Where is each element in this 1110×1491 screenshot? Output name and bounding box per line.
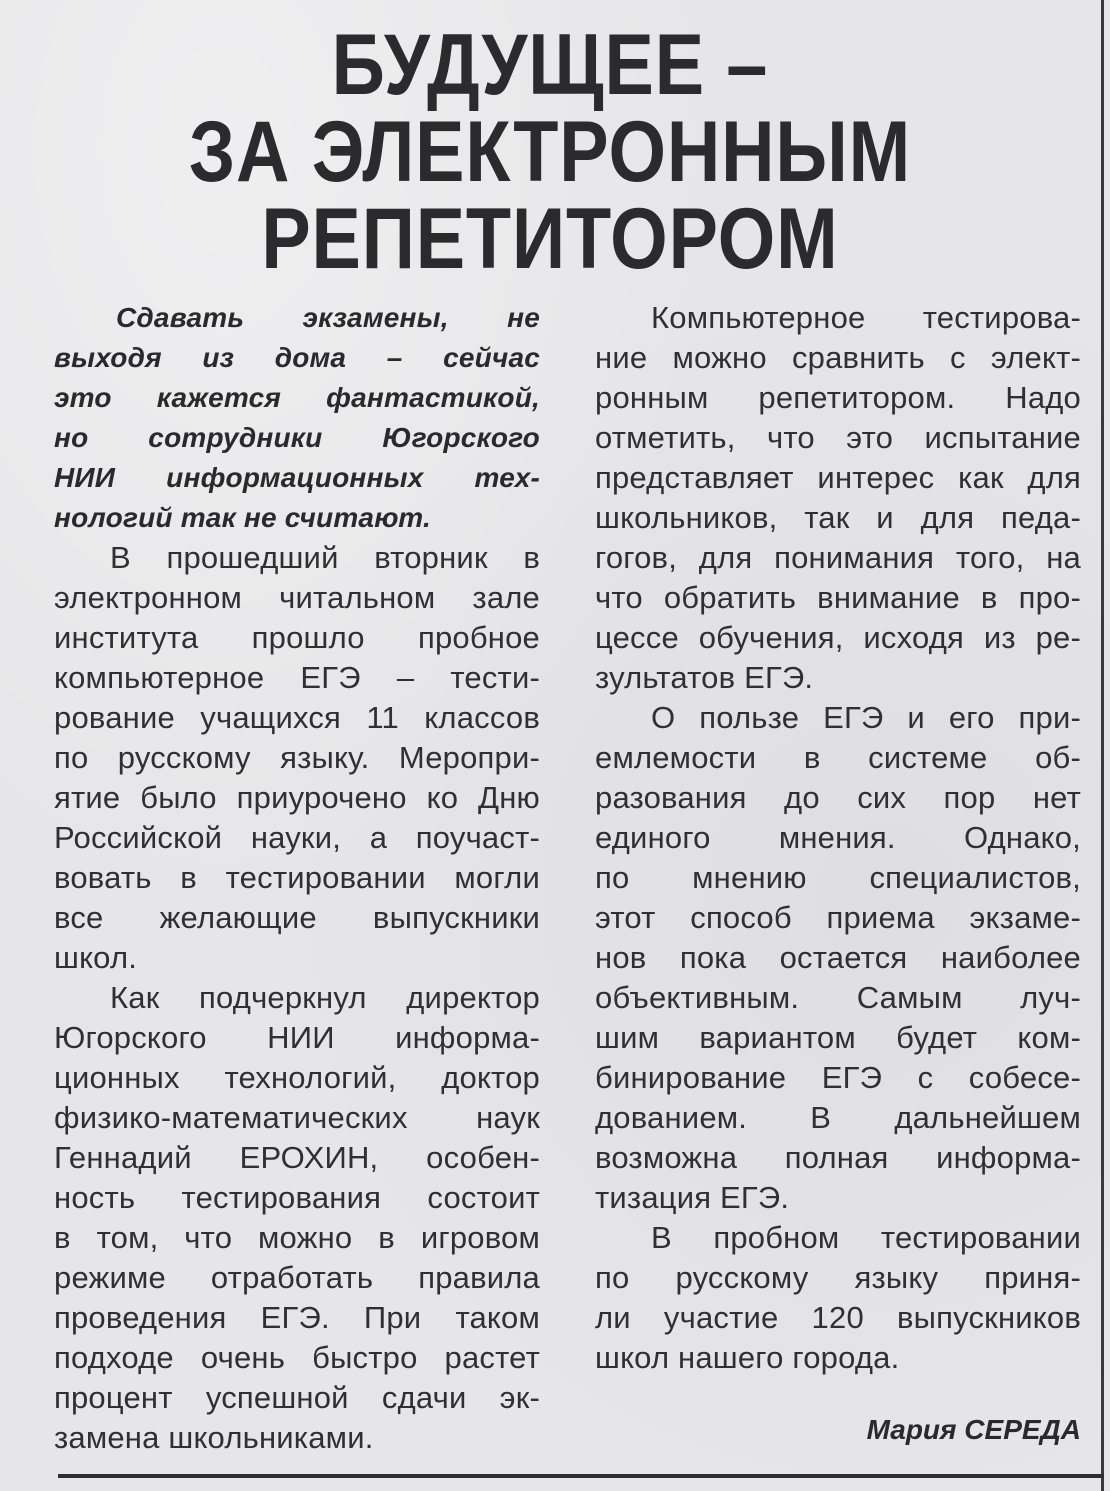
text-line: ционных технологий, доктор bbox=[54, 1060, 540, 1095]
text-line: по русскому языку приня- bbox=[595, 1260, 1081, 1295]
text-line: дованием. В дальнейшем bbox=[595, 1100, 1081, 1135]
text-line: нов пока остается наиболее bbox=[595, 940, 1081, 975]
article-lead bbox=[54, 298, 540, 538]
text-line: цессе обучения, исходя из ре- bbox=[595, 620, 1081, 655]
text-line: ность тестирования состоит bbox=[54, 1180, 540, 1215]
article-column-right bbox=[595, 298, 1081, 1378]
text-line: Российской науки, а поучаст- bbox=[54, 820, 540, 855]
lead-line: нологий так не считают. bbox=[54, 502, 431, 533]
text-line: вовать в тестировании могли bbox=[54, 860, 540, 895]
text-line: зультатов ЕГЭ. bbox=[595, 660, 814, 695]
text-line: ние можно сравнить с элект- bbox=[595, 340, 1081, 375]
text-line: процент успешной сдачи эк- bbox=[54, 1380, 540, 1415]
text-line: В прошедший вторник в bbox=[110, 540, 540, 575]
text-line: школ нашего города. bbox=[595, 1340, 900, 1375]
text-line: емлемости в системе об- bbox=[595, 740, 1081, 775]
text-line: Компьютерное тестирова- bbox=[651, 300, 1081, 335]
text-line: все желающие выпускники bbox=[54, 900, 540, 935]
text-line: бинирование ЕГЭ с собесе- bbox=[595, 1060, 1081, 1095]
text-line: института прошло пробное bbox=[54, 620, 540, 655]
text-line: рование учащихся 11 классов bbox=[54, 700, 540, 735]
lead-line: Сдавать экзамены, не bbox=[116, 302, 540, 333]
paragraph bbox=[54, 978, 540, 1458]
text-line: этот способ приема экзаме- bbox=[595, 900, 1081, 935]
article-headline bbox=[77, 17, 1023, 287]
text-line: школьников, так и для педа- bbox=[595, 500, 1081, 535]
text-line: объективным. Самым луч- bbox=[595, 980, 1081, 1015]
text-line: представляет интерес как для bbox=[595, 460, 1081, 495]
text-line: по мнению специалистов, bbox=[595, 860, 1081, 895]
text-line: Как подчеркнул директор bbox=[110, 980, 540, 1015]
headline-line: БУДУЩЕЕ – bbox=[331, 17, 769, 113]
text-line: электронном читальном зале bbox=[54, 580, 540, 615]
text-line: Геннадий ЕРОХИН, особен- bbox=[54, 1140, 540, 1175]
text-line: физико-математических наук bbox=[54, 1100, 540, 1135]
paragraph bbox=[54, 538, 540, 978]
lead-line: но сотрудники Югорского bbox=[54, 422, 540, 453]
text-line: О пользе ЕГЭ и его при- bbox=[651, 700, 1081, 735]
text-line: отметить, что это испытание bbox=[595, 420, 1081, 455]
headline-line: ЗА ЭЛЕКТРОННЫМ bbox=[188, 104, 912, 200]
lead-line: это кажется фантастикой, bbox=[54, 382, 540, 413]
article-bottom-rule bbox=[58, 1474, 1104, 1478]
text-line: В пробном тестировании bbox=[651, 1220, 1081, 1255]
text-line: единого мнения. Однако, bbox=[595, 820, 1081, 855]
lead-line: НИИ информационных тех- bbox=[54, 462, 540, 493]
text-line: ронным репетитором. Надо bbox=[595, 380, 1081, 415]
text-line: что обратить внимание в про- bbox=[595, 580, 1081, 615]
text-line: замена школьниками. bbox=[54, 1420, 374, 1455]
paragraph bbox=[595, 698, 1081, 1218]
text-line: по русскому языку. Меропри- bbox=[54, 740, 540, 775]
article-column-left bbox=[54, 298, 540, 1458]
text-line: в том, что можно в игровом bbox=[54, 1220, 540, 1255]
text-line: гогов, для понимания того, на bbox=[595, 540, 1081, 575]
text-line: школ. bbox=[54, 940, 138, 975]
text-line: ятие было приурочено ко Дню bbox=[54, 780, 540, 815]
text-line: ли участие 120 выпускников bbox=[595, 1300, 1081, 1335]
text-line: Югорского НИИ информа- bbox=[54, 1020, 540, 1055]
paragraph bbox=[595, 298, 1081, 698]
column-rule-vertical bbox=[1101, 0, 1104, 1491]
paragraph bbox=[595, 1218, 1081, 1378]
text-line: разования до сих пор нет bbox=[595, 780, 1081, 815]
text-line: компьютерное ЕГЭ – тести- bbox=[54, 660, 540, 695]
text-line: тизация ЕГЭ. bbox=[595, 1180, 790, 1215]
text-line: возможна полная информа- bbox=[595, 1140, 1081, 1175]
lead-line: выходя из дома – сейчас bbox=[54, 342, 540, 373]
text-line: шим вариантом будет ком- bbox=[595, 1020, 1081, 1055]
text-line: подходе очень быстро растет bbox=[54, 1340, 540, 1375]
text-line: проведения ЕГЭ. При таком bbox=[54, 1300, 540, 1335]
headline-line: РЕПЕТИТОРОМ bbox=[261, 191, 839, 287]
author-byline: Мария СЕРЕДА bbox=[866, 1414, 1081, 1445]
text-line: режиме отработать правила bbox=[54, 1260, 540, 1295]
